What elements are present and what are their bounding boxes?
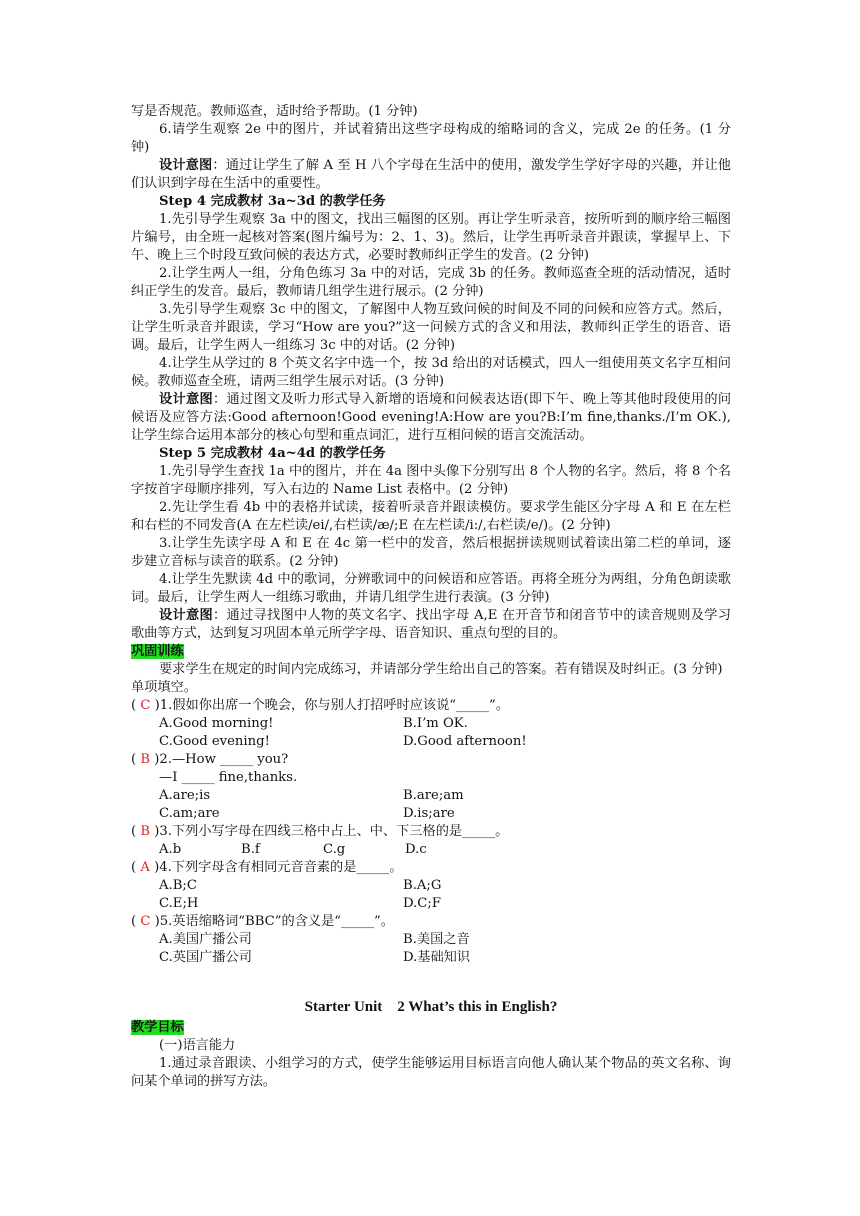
question-stem: ( A )4.下列字母含有相同元音音素的是_____。 xyxy=(131,860,403,875)
paragraph: 6.请学生观察 2e 中的图片，并试着猜出这些字母构成的缩略词的含义，完成 2e 的任务。(1 分钟) xyxy=(131,122,731,155)
paragraph: 3.先引导学生观察 3c 中的图文，了解图中人物互致问候的时间及不同的问候和应答方式。然后，让学生听录音并跟读，学习“How are you?”这一问候方式的含义和用法，教师纠正学生的语音、语调。最后，让学生两人一组练习 3c 中的对话。(2 分钟) xyxy=(131,302,731,353)
question-item xyxy=(131,751,731,823)
design-intent-text: ：通过寻找图中人物的英文名字、找出字母 A,E 在开音节和闭音节中的读音规则及学习歌曲等方式，达到复习巩固本单元所学字母、语音知识、重点句型的目的。 xyxy=(131,608,731,641)
practice-tag: 巩固训练 xyxy=(131,644,184,659)
answer-letter: C xyxy=(140,698,151,713)
unit-title: Starter Unit 2 What’s this in English? xyxy=(304,999,558,1015)
answer-letter: B xyxy=(140,752,151,767)
step-heading: Step 4 完成教材 3a~3d 的教学任务 xyxy=(159,194,386,209)
answer-letter: A xyxy=(140,860,150,875)
question-text: )2.—How _____ you? xyxy=(154,752,289,767)
design-intent-label: 设计意图 xyxy=(159,608,213,623)
option: B.美国之音 xyxy=(403,932,470,947)
question-item xyxy=(131,823,731,859)
question-stem-2: —I _____ fine,thanks. xyxy=(159,770,298,785)
design-intent xyxy=(131,157,731,193)
section-tag xyxy=(131,643,731,661)
section-tag xyxy=(131,1019,731,1037)
option: A.B;C xyxy=(159,878,197,893)
option: D.c xyxy=(405,842,427,857)
option: A.Good morning! xyxy=(159,716,274,731)
design-intent xyxy=(131,391,731,445)
option: B.A;G xyxy=(403,878,442,893)
question-text: )4.下列字母含有相同元音音素的是_____。 xyxy=(154,860,403,875)
option-row xyxy=(131,841,731,859)
option-row xyxy=(131,895,731,913)
design-intent-label: 设计意图 xyxy=(159,158,213,173)
option-row xyxy=(131,733,731,751)
option-row xyxy=(131,949,731,967)
question-text: )5.英语缩略词“BBC”的含义是“_____”。 xyxy=(154,914,394,929)
option: B.f xyxy=(241,842,260,857)
option: C.E;H xyxy=(159,896,199,911)
option: C.Good evening! xyxy=(159,734,270,749)
answer-letter: B xyxy=(140,824,151,839)
option: C.g xyxy=(323,842,346,857)
option-row xyxy=(131,931,731,949)
exercise-heading: 单项填空。 xyxy=(131,680,197,695)
option: B.are;am xyxy=(403,788,464,803)
design-intent-text: ：通过让学生了解 A 至 H 八个字母在生活中的使用，激发学生学好字母的兴趣，并让他们认识到字母在生活中的重要性。 xyxy=(131,158,731,191)
question-item xyxy=(131,859,731,913)
option: C.英国广播公司 xyxy=(159,950,252,965)
option: D.Good afternoon! xyxy=(403,734,527,749)
option: A.美国广播公司 xyxy=(159,932,252,947)
objectives-tag: 教学目标 xyxy=(131,1020,184,1035)
paragraph: 1.通过录音跟读、小组学习的方式，使学生能够运用目标语言向他人确认某个物品的英文名称、询问某个单词的拼写方法。 xyxy=(131,1056,731,1089)
paragraph: 1.先引导学生查找 1a 中的图片，并在 4a 图中头像下分别写出 8 个人物的名字。然后，将 8 个名字按首字母顺序排列，写入右边的 Name List 表格中。(2 分钟) xyxy=(131,464,731,497)
option: A.are;is xyxy=(159,788,211,803)
question-stem: ( B )2.—How _____ you? xyxy=(131,752,289,767)
paragraph: 4.让学生先默读 4d 中的歌词，分辨歌词中的问候语和应答语。再将全班分为两组，分角色朗读歌词。最后，让学生两人一组练习歌曲，并请几组学生进行表演。(3 分钟) xyxy=(131,572,731,605)
answer-letter: C xyxy=(140,914,151,929)
option-row xyxy=(131,715,731,733)
option: D.is;are xyxy=(403,806,455,821)
design-intent-text: ：通过图文及听力形式导入新增的语境和问候表达语(即下午、晚上等其他时段使用的问候语及应答方法:Good afternoon!Good evening!A:How are you?B:I’m fine,thanks./I’m OK.),让学生综合运用本部分的核心句型和重点词汇，进行互相问候的语言交流活动。 xyxy=(131,392,732,443)
option: D.C;F xyxy=(403,896,441,911)
question-stem: ( B )3.下列小写字母在四线三格中占上、中、下三格的是_____。 xyxy=(131,824,509,839)
option-row xyxy=(131,877,731,895)
paragraph: 1.先引导学生观察 3a 中的图文，找出三幅图的区别。再让学生听录音，按所听到的顺序给三幅图片编号，由全班一起核对答案(图片编号为：2、1、3)。然后，让学生再听录音并跟读，掌握早上、下午、晚上三个时段互致问候的表达方式，必要时教师纠正学生的发音。(2 分钟) xyxy=(131,212,731,263)
design-intent-label: 设计意图 xyxy=(159,392,213,407)
question-text: )1.假如你出席一个晚会，你与别人打招呼时应该说“_____”。 xyxy=(154,698,509,713)
option: C.am;are xyxy=(159,806,220,821)
question-stem: ( C )1.假如你出席一个晚会，你与别人打招呼时应该说“_____”。 xyxy=(131,698,509,713)
paragraph: 4.让学生从学过的 8 个英文名字中选一个，按 3d 给出的对话模式，四人一组使用英文名字互相问候。教师巡查全班，请两三组学生展示对话。(3 分钟) xyxy=(131,356,731,389)
question-text: )3.下列小写字母在四线三格中占上、中、下三格的是_____。 xyxy=(154,824,509,839)
design-intent xyxy=(131,607,731,643)
paragraph: 写是否规范。教师巡查，适时给予帮助。(1 分钟) xyxy=(131,104,418,119)
option-row xyxy=(131,787,731,805)
option: A.b xyxy=(159,842,182,857)
question-stem: ( C )5.英语缩略词“BBC”的含义是“_____”。 xyxy=(131,914,394,929)
question-item xyxy=(131,913,731,967)
paragraph: 2.先让学生看 4b 中的表格并试读，接着听录音并跟读模仿。要求学生能区分字母 A 和 E 在左栏和右栏的不同发音(A 在左栏读/ei/,右栏读/æ/;E 在左栏读/i:/,右栏读/e/)。(2 分钟) xyxy=(131,500,731,533)
option: B.I’m OK. xyxy=(403,716,468,731)
step-heading: Step 5 完成教材 4a~4d 的教学任务 xyxy=(159,446,386,461)
subheading: (一)语言能力 xyxy=(159,1038,236,1053)
question-item xyxy=(131,697,731,751)
option-row xyxy=(131,805,731,823)
paragraph: 要求学生在规定的时间内完成练习，并请部分学生给出自己的答案。若有错误及时纠正。(3 分钟) xyxy=(159,662,723,677)
option: D.基础知识 xyxy=(403,950,471,965)
paragraph: 2.让学生两人一组，分角色练习 3a 中的对话，完成 3b 的任务。教师巡查全班的活动情况，适时纠正学生的发音。最后，教师请几组学生进行展示。(2 分钟) xyxy=(131,266,731,299)
paragraph: 3.让学生先读字母 A 和 E 在 4c 第一栏中的发音，然后根据拼读规则试着读出第二栏的单词，逐步建立音标与读音的联系。(2 分钟) xyxy=(131,536,731,569)
document-page xyxy=(131,103,731,1091)
